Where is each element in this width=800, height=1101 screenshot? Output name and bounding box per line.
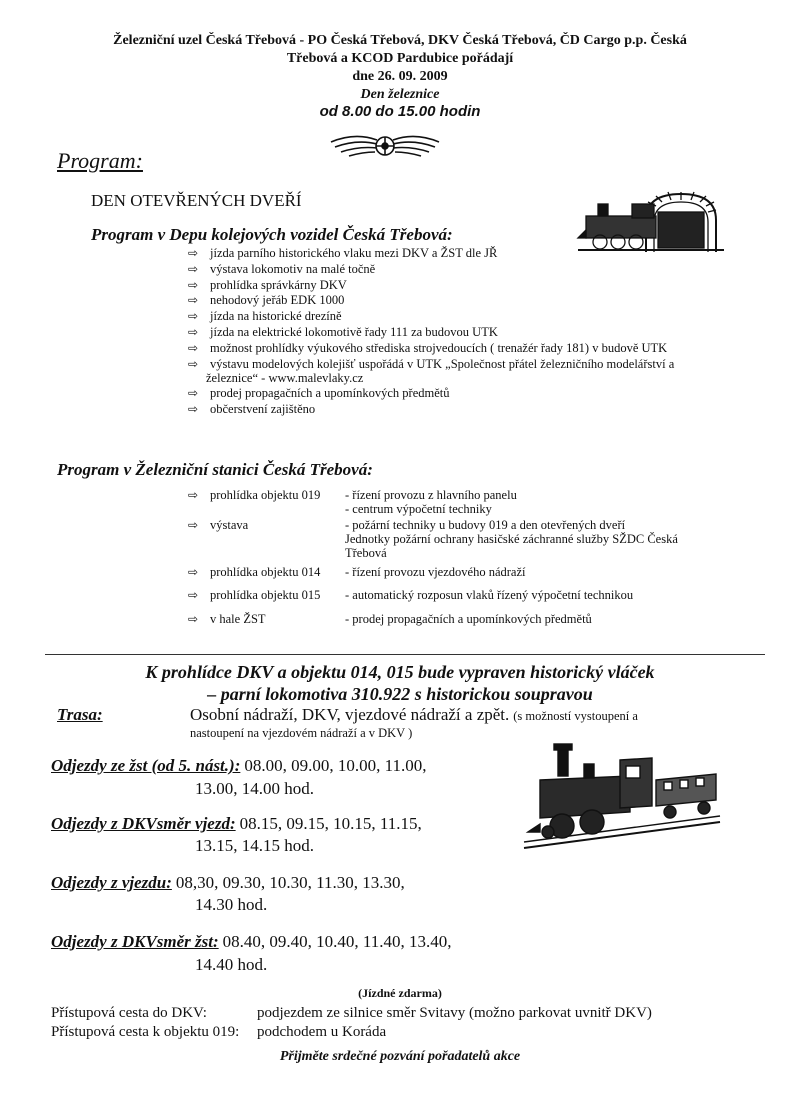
steam-train-icon <box>520 740 725 850</box>
invitation-text: Přijměte srdečné pozvání pořadatelů akce <box>279 1049 521 1064</box>
trasa-text: Osobní nádraží, DKV, vjezdové nádraží a zpět. (s možností vystoupení a <box>190 705 638 724</box>
depot-program-title: Program v Depu kolejových vozidel Česká Třebová: <box>91 225 453 244</box>
table-row-label: ⇨ prohlídka objektu 015 <box>188 588 321 602</box>
departure-row-cont: 14.30 hod. <box>195 895 268 914</box>
arrow-right-icon: ⇨ <box>188 278 199 292</box>
list-item-continuation: železnice“ - www.malevlaky.cz <box>206 371 364 385</box>
table-row-label: ⇨ v hale ŽST <box>188 612 266 626</box>
table-row-label: ⇨ výstava <box>188 518 249 532</box>
departure-row: Odjezdy z DKVsměr vjezd: 08.15, 09.15, 10.15, 11.15, <box>51 814 422 833</box>
event-name: Den železnice <box>360 87 440 102</box>
list-item: ⇨ výstavu modelových kolejišť uspořádá v UTK „Společnost přátel železničního modelářství a <box>188 357 675 371</box>
departure-row: Odjezdy z vjezdu: 08,30, 09.30, 10.30, 11.30, 13.30, <box>51 873 405 892</box>
header-line-2: Třebová a KCOD Pardubice pořádají <box>286 51 514 66</box>
access-row: Přístupová cesta k objektu 019: <box>51 1024 240 1040</box>
program-label: Program: <box>57 148 143 173</box>
table-row-detail: - požární techniky u budovy 019 a den otevřených dveří Jednotky požární ochrany hasičské záchranné služby SŽDC Česká Třebová <box>345 518 678 560</box>
event-date: dne 26. 09. 2009 <box>352 69 448 84</box>
table-row-detail: - prodej propagačních a upomínkových předmětů <box>345 612 592 626</box>
divider <box>45 654 765 655</box>
trasa-note: nastoupení na vjezdovém nádraží a v DKV ) <box>190 726 413 740</box>
arrow-right-icon: ⇨ <box>188 262 199 276</box>
list-item: ⇨ výstava lokomotiv na malé točně <box>188 262 376 276</box>
list-item: ⇨ prodej propagačních a upomínkových předmětů <box>188 386 450 400</box>
arrow-right-icon: ⇨ <box>188 325 199 339</box>
departure-row-cont: 13.15, 14.15 hod. <box>195 836 314 855</box>
list-item: ⇨ možnost prohlídky výukového střediska strojvedoucích ( trenažér řady 181) v budově UTK <box>188 341 668 355</box>
arrow-right-icon: ⇨ <box>188 386 199 400</box>
table-row-detail: - řízení provozu z hlavního panelu - centrum výpočetní techniky <box>345 488 517 516</box>
table-row-detail: - automatický rozposun vlaků řízený výpočetní technikou <box>345 588 634 602</box>
access-value: podjezdem ze silnice směr Svitavy (možno parkovat uvnitř DKV) <box>257 1005 652 1021</box>
table-row-label: ⇨ prohlídka objektu 014 <box>188 565 321 579</box>
winged-wheel-icon <box>325 128 445 162</box>
access-row: Přístupová cesta do DKV: <box>51 1005 207 1021</box>
train-headline-2: – parní lokomotiva 310.922 s historickou soupravou <box>207 684 593 704</box>
arrow-right-icon: ⇨ <box>188 612 199 626</box>
arrow-right-icon: ⇨ <box>188 402 199 416</box>
arrow-right-icon: ⇨ <box>188 309 199 323</box>
arrow-right-icon: ⇨ <box>188 341 199 355</box>
table-row-detail: - řízení provozu vjezdového nádraží <box>345 565 526 579</box>
access-value: podchodem u Koráda <box>257 1024 387 1040</box>
arrow-right-icon: ⇨ <box>188 246 199 260</box>
train-headline-1: K prohlídce DKV a objektu 014, 015 bude vypraven historický vláček <box>145 662 655 682</box>
trasa-label: Trasa: <box>57 705 103 724</box>
table-row-label: ⇨ prohlídka objektu 019 <box>188 488 321 502</box>
arrow-right-icon: ⇨ <box>188 588 199 602</box>
list-item: ⇨ jízda na historické drezíně <box>188 309 342 323</box>
arrow-right-icon: ⇨ <box>188 357 199 371</box>
departure-row: Odjezdy ze žst (od 5. nást.): 08.00, 09.00, 10.00, 11.00, <box>51 756 427 775</box>
list-item: ⇨ jízda parního historického vlaku mezi DKV a ŽST dle JŘ <box>188 246 498 260</box>
departure-row-cont: 13.00, 14.00 hod. <box>195 779 314 798</box>
list-item: ⇨ jízda na elektrické lokomotivě řady 111 za budovou UTK <box>188 325 498 339</box>
header-line-1: Železniční uzel Česká Třebová - PO Česká Třebová, DKV Česká Třebová, ČD Cargo p.p. Česká <box>113 33 687 48</box>
free-fare-note: (Jízdné zdarma) <box>358 986 442 1000</box>
departure-row-cont: 14.40 hod. <box>195 955 268 974</box>
arrow-right-icon: ⇨ <box>188 293 199 307</box>
arrow-right-icon: ⇨ <box>188 488 199 502</box>
list-item: ⇨ nehodový jeřáb EDK 1000 <box>188 293 345 307</box>
departure-row: Odjezdy z DKVsměr žst: 08.40, 09.40, 10.40, 11.40, 13.40, <box>51 932 452 951</box>
tunnel-locomotive-icon <box>576 190 726 254</box>
arrow-right-icon: ⇨ <box>188 518 199 532</box>
event-hours: od 8.00 do 15.00 hodin <box>319 103 481 120</box>
open-day-heading: DEN OTEVŘENÝCH DVEŘÍ <box>91 191 302 210</box>
arrow-right-icon: ⇨ <box>188 565 199 579</box>
list-item: ⇨ prohlídka správkárny DKV <box>188 278 347 292</box>
list-item: ⇨ občerstvení zajištěno <box>188 402 316 416</box>
station-program-title: Program v Železniční stanici Česká Třebová: <box>57 460 373 479</box>
